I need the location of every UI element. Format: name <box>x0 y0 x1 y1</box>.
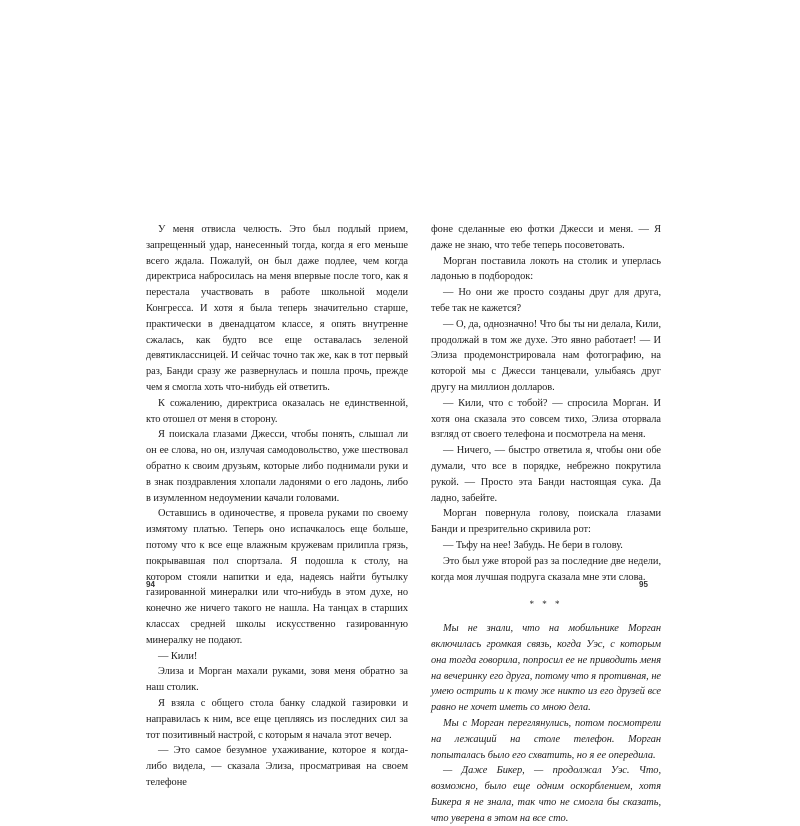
section-divider: * * * <box>529 599 563 610</box>
paragraph: — Кили! <box>158 650 198 662</box>
paragraph: — Это самое безумное ухаживание, которое я когда-либо видела, — сказала Элиза, просматривая на своем телефоне <box>146 745 408 788</box>
page-number-right: 95 <box>639 580 648 589</box>
italic-paragraph: — Даже Бикер, — продолжал Уэс. Что, возможно, было еще одним оскорблением, хотя Бикера я не знала, так что не смогла бы сказать, что уверена в этом на все сто. <box>431 765 661 824</box>
paragraph: — О, да, однозначно! Что бы ты ни делала, Кили, продолжай в том же духе. Это явно работает! — И Элиза продемонстрировала нам фотографию, на которой мы с Джесси танцевали, улыбаясь друг другу на миллион долларов. <box>431 318 661 393</box>
paragraph: Оставшись в одиночестве, я провела руками по своему измятому платью. Теперь оно испачкалось еще больше, потому что к все еще влажным кружевам прилипла грязь, покрывавшая пол спортзала. Я подошла к столу, на котором стояли напитки и еда, надеясь найти бутылку газированной минералки или что-нибудь в этом духе, но конечно же ничего такого не нашла. На танцах в старших классах средней школы искусственно газированную минералку не подают. <box>146 508 408 646</box>
paragraph: — Тьфу на нее! Забудь. Не бери в голову. <box>443 539 623 551</box>
paragraph: — Ничего, — быстро ответила я, чтобы они обе думали, что все в порядке, небрежно покрутила рукой. — Просто эта Банди настоящая сука. Да ладно, забейте. <box>431 445 661 504</box>
right-page <box>431 222 661 826</box>
paragraph: Я взяла с общего стола банку сладкой газировки и направилась к ним, все еще цепляясь из последних сил за тот позитивный настрой, с которым я начала этот вечер. <box>146 697 408 741</box>
paragraph: — Но они же просто созданы друг для друга, тебе так не кажется? <box>431 287 661 314</box>
page-number-left: 94 <box>146 580 155 589</box>
paragraph: Элиза и Морган махали руками, зовя меня обратно за наш столик. <box>146 666 408 694</box>
paragraph: Морган повернула голову, поискала глазами Банди и презрительно скривила рот: <box>431 508 661 536</box>
paragraph: К сожалению, директриса оказалась не единственной, кто отошел от меня в сторону. <box>146 397 408 425</box>
paragraph: фоне сделанные ею фотки Джесси и меня. — Я даже не знаю, что тебе теперь посоветовать. <box>431 224 661 251</box>
left-page <box>146 222 408 791</box>
paragraph: Морган поставила локоть на столик и уперлась ладонью в подбородок: <box>431 255 661 283</box>
paragraph: Я поискала глазами Джесси, чтобы понять, слышал ли он ее слова, но он, излучая самодовольство, уже шествовал обратно к своим друзьям, которые либо поднимали руки и в знак поздравления хлопали ладонями о его ладонь, либо в изумленном недоумении качали головами. <box>146 429 408 504</box>
paragraph: Это был уже второй раз за последние две недели, когда моя лучшая подруга сказала мне эти слова. <box>431 555 661 583</box>
italic-paragraph: Мы не знали, что на мобильнике Морган включилась громкая связь, когда Уэс, с которым она тогда говорила, попросил ее не приводить меня на вечеринку его друга, потому что я противная, не умею острить и к тому же никто из его друзей все равно не хочет иметь со мною дела. <box>431 623 661 714</box>
italic-section <box>431 621 661 826</box>
paragraph: У меня отвисла челюсть. Это был подлый прием, запрещенный удар, нанесенный тогда, когда я его меньше всего ждала. Пожалуй, он был даже подлее, чем когда директриса набросилась на меня впервые после того, как я перестала участвовать в работе школьной модели Конгресса. И хотя я была теперь значительно старше, практически в двенадцатом классе, я опять внутренне сжалась, как будто все еще оставалась зеленой девятиклассницей. И сейчас точно так же, как в тот первый раз, Банди сразу же развернулась и пошла прочь, прежде чем я смогла хоть что-нибудь ей ответить. <box>146 224 408 393</box>
paragraph: — Кили, что с тобой? — спросила Морган. И хотя она сказала это совсем тихо, Элиза оторвала взгляд от своего телефона и посмотрела на меня. <box>431 397 661 441</box>
italic-paragraph: Мы с Морган переглянулись, потом посмотрели на лежащий на столе телефон. Морган попыталась было его схватить, но я ее опередила. <box>431 717 661 761</box>
